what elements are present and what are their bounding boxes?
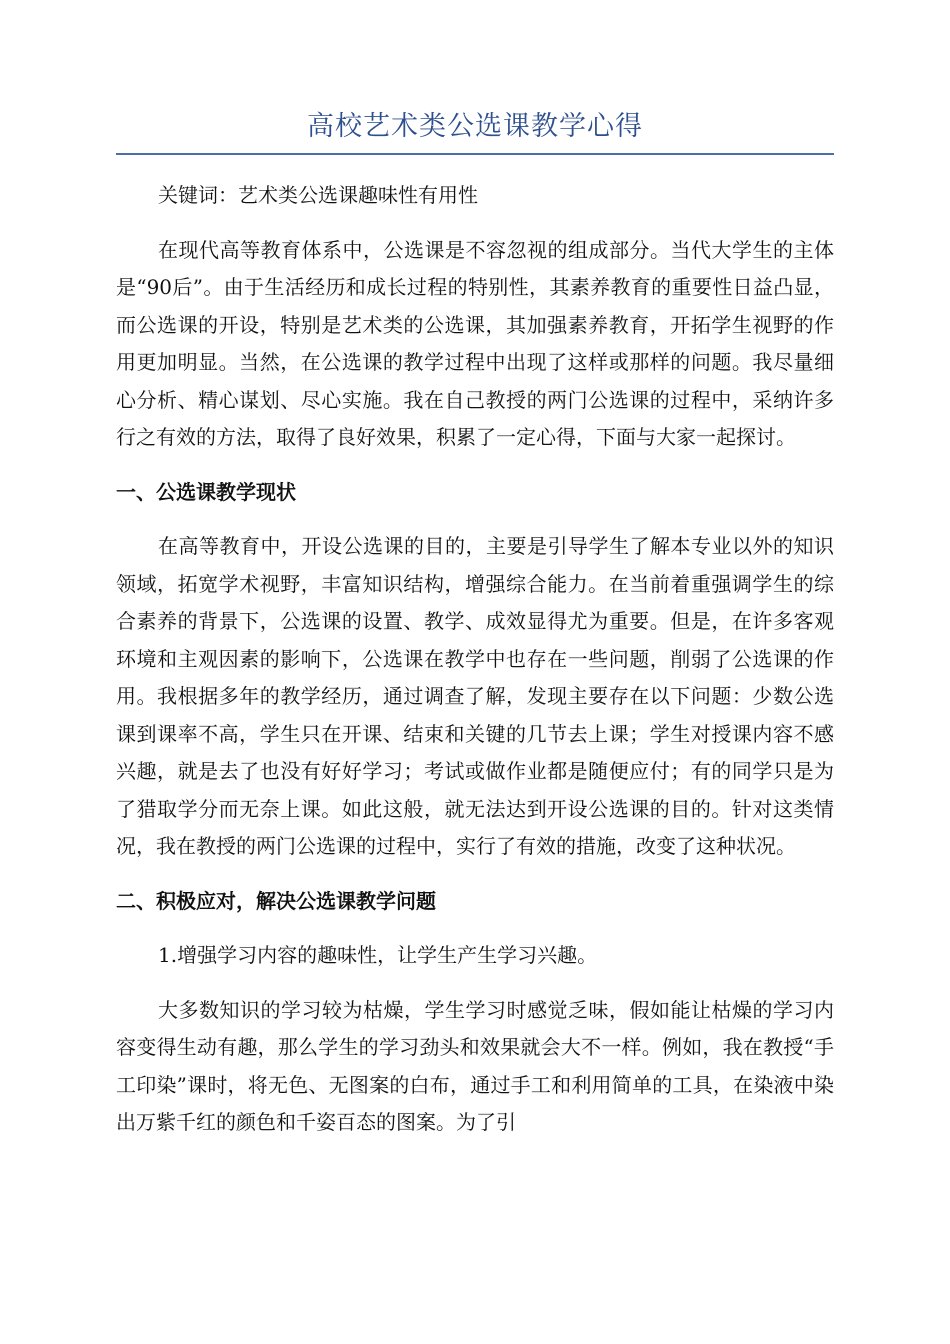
title-underline — [116, 153, 834, 155]
keywords-line: 关键词：艺术类公选课趣味性有用性 — [158, 183, 478, 207]
document-title: 高校艺术类公选课教学心得 — [307, 111, 643, 142]
document-page — [116, 105, 834, 1142]
section-2-subheading: 1.增强学习内容的趣味性，让学生产生学习兴趣。 — [158, 943, 598, 967]
intro-paragraph: 在现代高等教育体系中，公选课是不容忽视的组成部分。当代大学生的主体是“90后”。由于生活经历和成长过程的特别性，其素养教育的重要性日益凸显，而公选课的开设，特别是艺术类的公选课，其加强素养教育，开拓学生视野的作用更加明显。当然，在公选课的教学过程中出现了这样或那样的问题。我尽量细心分析、精心谋划、尽心实施。我在自己教授的两门公选课的过程中，采纳许多行之有效的方法，取得了良好效果，积累了一定心得，下面与大家一起探讨。 — [116, 237, 834, 449]
section-heading-2: 二、积极应对，解决公选课教学问题 — [116, 888, 436, 913]
section-1-paragraph: 在高等教育中，开设公选课的目的，主要是引导学生了解本专业以外的知识领域，拓宽学术视野，丰富知识结构，增强综合能力。在当前着重强调学生的综合素养的背景下，公选课的设置、教学、成效显得尤为重要。但是，在许多客观环境和主观因素的影响下，公选课在教学中也存在一些问题，削弱了公选课的作用。我根据多年的教学经历，通过调查了解，发现主要存在以下问题：少数公选课到课率不高，学生只在开课、结束和关键的几节去上课；学生对授课内容不感兴趣，就是去了也没有好好学习；考试或做作业都是随便应付；有的同学只是为了猎取学分而无奈上课。如此这般，就无法达到开设公选课的目的。针对这类情况，我在教授的两门公选课的过程中，实行了有效的措施，改变了这种状况。 — [116, 534, 834, 858]
section-2-paragraph: 大多数知识的学习较为枯燥，学生学习时感觉乏味，假如能让枯燥的学习内容变得生动有趣，那么学生的学习劲头和效果就会大不一样。例如，我在教授“手工印染”课时，将无色、无图案的白布，通过手工和利用简单的工具，在染液中染出万紫千红的颜色和千姿百态的图案。为了引 — [116, 997, 834, 1134]
section-heading-1: 一、公选课教学现状 — [116, 479, 296, 504]
